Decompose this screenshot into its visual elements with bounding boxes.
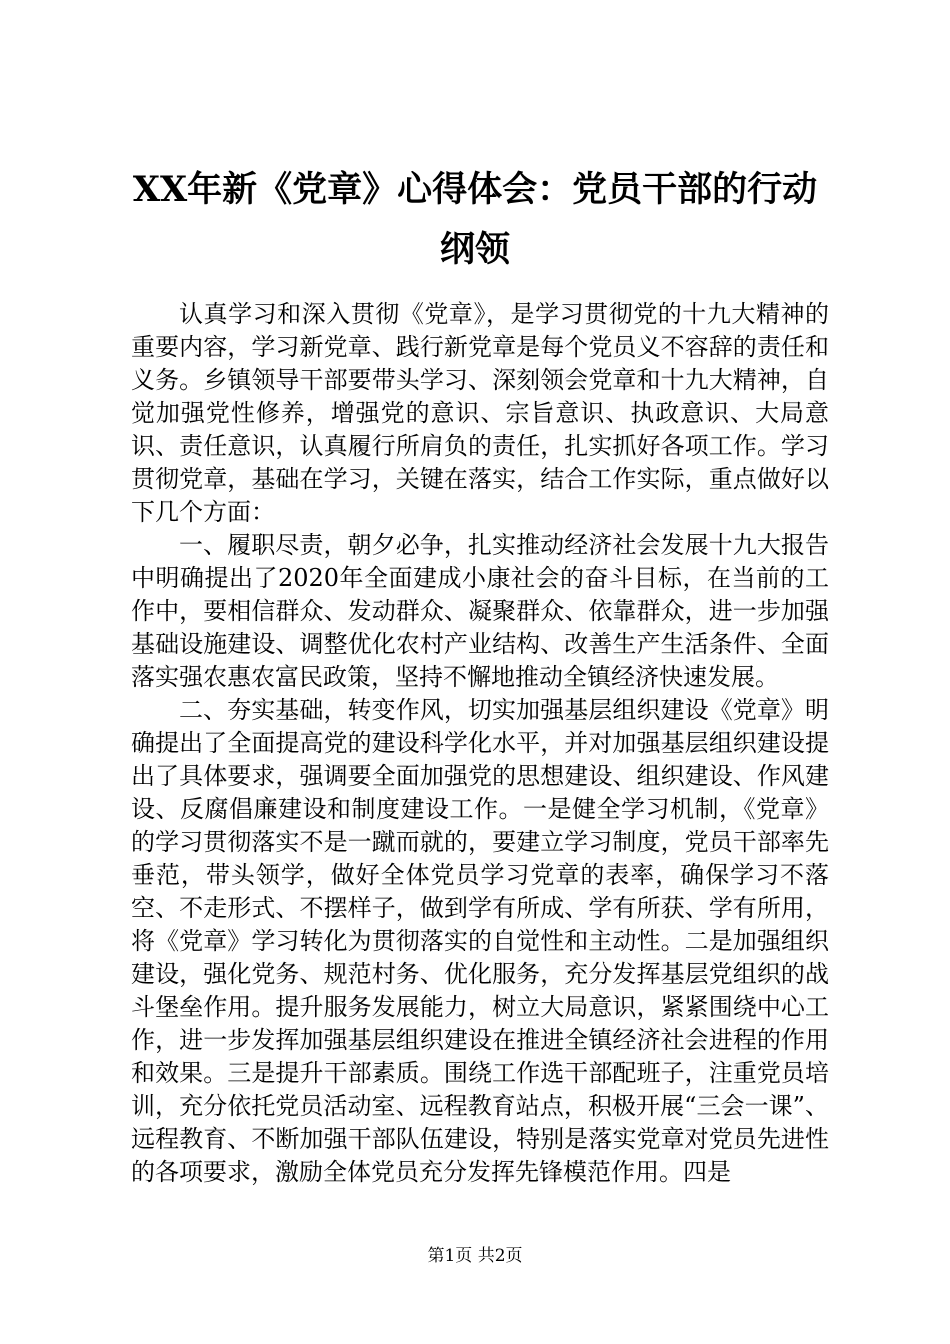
page-footer: 第1页 共2页 [427,1246,523,1266]
paragraph-section-one: 一、履职尽责，朝夕必争，扎实推动经济社会发展十九大报告中明确提出了2020年全面建成小康社会的奋斗目标，在当前的工作中，要相信群众、发动群众、凝聚群众、依靠群众，进一步加强基础设施建设、调整优化农村产业结构、改善生产生活条件、全面落实强农惠农富民政策，坚持不懈地推动全镇经济快速发展。 [131,531,829,691]
paragraph-section-two: 二、夯实基础，转变作风，切实加强基层组织建设《党章》明确提出了全面提高党的建设科学化水平，并对加强基层组织建设提出了具体要求，强调要全面加强党的思想建设、组织建设、作风建设、反腐倡廉建设和制度建设工作。一是健全学习机制，《党章》的学习贯彻落实不是一蹴而就的，要建立学习制度，党员干部率先垂范，带头领学，做好全体党员学习党章的表率，确保学习不落空、不走形式、不摆样子，做到学有所成、学有所获、学有所用，将《党章》学习转化为贯彻落实的自觉性和主动性。二是加强组织建设，强化党务、规范村务、优化服务，充分发挥基层党组织的战斗堡垒作用。提升服务发展能力，树立大局意识，紧紧围绕中心工作，进一步发挥加强基层组织建设在推进全镇经济社会进程的作用和效果。三是提升干部素质。围绕工作选干部配班子，注重党员培训，充分依托党员活动室、远程教育站点，积极开展“三会一课”、远程教育、不断加强干部队伍建设，特别是落实党章对党员先进性的各项要求，激励全体党员充分发挥先锋模范作用。四是 [131,696,829,1186]
document-title: XX年新《党章》心得体会：党员干部的行动纲领 [132,169,818,270]
paragraph-intro: 认真学习和深入贯彻《党章》，是学习贯彻党的十九大精神的重要内容，学习新党章、践行新党章是每个党员义不容辞的责任和义务。乡镇领导干部要带头学习、深刻领会党章和十九大精神，自觉加强党性修养，增强党的意识、宗旨意识、执政意识、大局意识、责任意识，认真履行所肩负的责任，扎实抓好各项工作。学习贯彻党章，基础在学习，关键在落实，结合工作实际，重点做好以下几个方面： [131,300,829,526]
document-body [131,298,829,1189]
